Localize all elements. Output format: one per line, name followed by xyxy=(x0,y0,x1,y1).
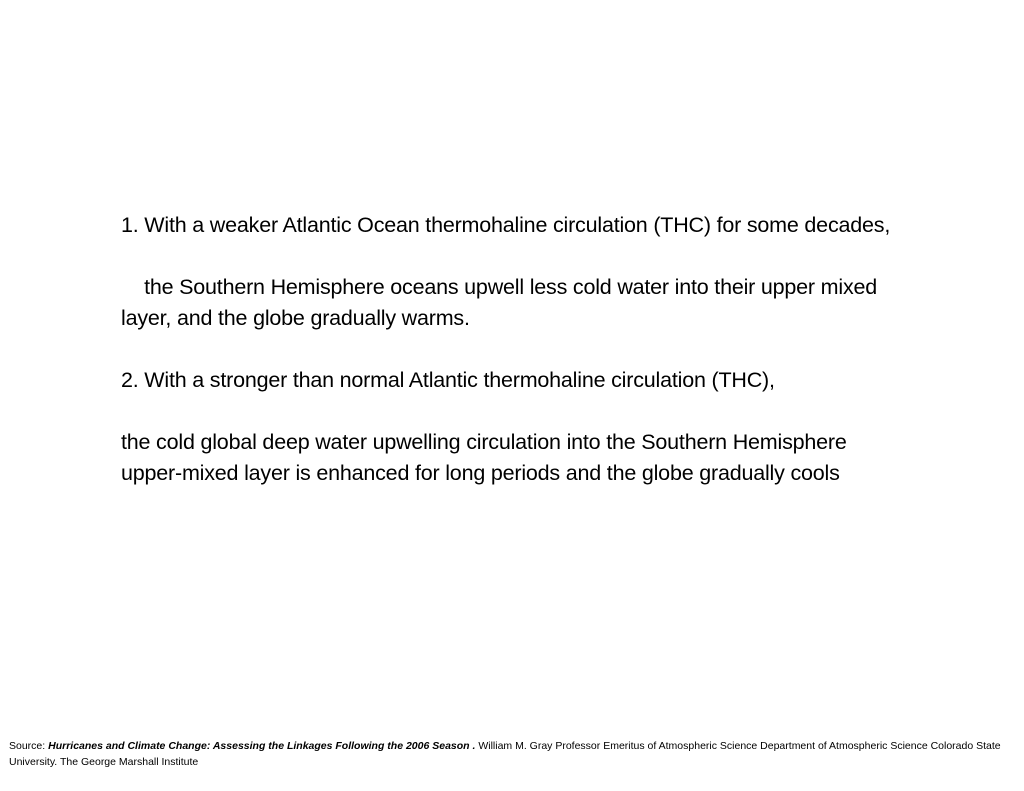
spacer xyxy=(121,241,891,272)
point-2-heading: 2. With a stronger than normal Atlantic thermohaline circulation (THC), xyxy=(121,368,775,392)
source-citation xyxy=(9,739,1014,770)
point-1-heading: 1. With a weaker Atlantic Ocean thermohaline circulation (THC) for some decades, xyxy=(121,213,891,237)
source-title: Hurricanes and Climate Change: Assessing the Linkages Following the 2006 Season . xyxy=(48,740,476,752)
source-label: Source: xyxy=(9,740,46,752)
spacer xyxy=(121,334,891,365)
point-1-detail-text: the Southern Hemisphere oceans upwell less cold water into their upper mixed layer, and the globe gradually warms. xyxy=(121,275,878,330)
spacer xyxy=(121,396,891,427)
point-2-detail: the cold global deep water upwelling circulation into the Southern Hemisphere upper-mixed layer is enhanced for long periods and the globe gradually cools xyxy=(121,430,847,485)
slide-body xyxy=(121,210,891,489)
point-1-detail xyxy=(121,272,891,334)
source-attribution: William M. Gray Professor Emeritus of Atmospheric Science Department of Atmospheric Science Colorado State University. The George Marshall Institute xyxy=(9,740,1001,768)
